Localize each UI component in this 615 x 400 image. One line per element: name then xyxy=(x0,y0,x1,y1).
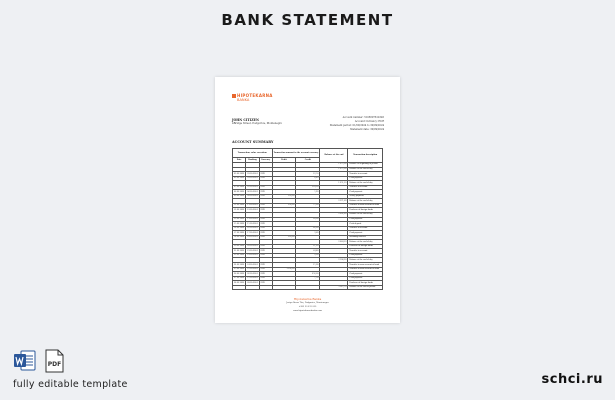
table-cell: EUR xyxy=(259,253,272,258)
table-cell: Transfer to own account at bank xyxy=(348,263,383,268)
table-cell: 24.09.2024 xyxy=(234,263,245,266)
pdf-file-icon xyxy=(45,349,64,373)
table-cell: 21.09.2024 xyxy=(247,249,258,252)
statement-document xyxy=(215,77,400,323)
table-cell: 13.09.2024 xyxy=(247,218,258,221)
table-cell: Transfer to own account at bank xyxy=(348,267,383,272)
table-cell: 18.09.2024 xyxy=(234,236,245,239)
table-cell: 17.09.2024 xyxy=(234,231,245,234)
statement-period: Statement period: 01/09/2024 to 30/09/2024 xyxy=(329,124,384,127)
table-cell: 1 472,00 xyxy=(320,163,348,168)
account-number: Account number: 5105897812345 xyxy=(342,116,384,119)
table-cell: EUR xyxy=(259,263,272,268)
table-cell: 15.09.2024 xyxy=(247,222,258,225)
table-cell: 03.09.2024 xyxy=(234,172,245,175)
table-cell: Salary payment xyxy=(348,194,383,199)
table-cell: 1 451,10 xyxy=(320,181,348,186)
table-cell: 1 100,00 xyxy=(272,267,296,272)
table-cell: 11.09.2024 xyxy=(247,204,258,207)
table-cell: Card payment xyxy=(348,253,383,258)
table-cell: 21.09.2024 xyxy=(234,249,245,252)
header-debit: Debit xyxy=(272,158,296,163)
table-cell: Purchase of foreign funds xyxy=(348,208,383,213)
table-cell: 40,00 xyxy=(296,226,320,231)
table-cell: 120,00 xyxy=(272,235,296,240)
table-cell xyxy=(233,285,246,290)
footer-phone: +382 20 433 000 xyxy=(298,306,317,308)
table-cell: Balance at the end of period xyxy=(348,285,383,290)
table-cell: Transfer to account xyxy=(348,249,383,254)
table-cell: Purchase of foreign funds xyxy=(348,244,383,249)
table-cell: 8,40 xyxy=(296,176,320,181)
table-cell: 16.09.2024 xyxy=(234,227,245,230)
table-cell: EUR xyxy=(259,194,272,199)
table-cell: 5,20 xyxy=(296,190,320,195)
table-cell: 27.09.2024 xyxy=(247,277,258,280)
table-cell: EUR xyxy=(259,249,272,254)
table-cell: 2 484,10 xyxy=(320,240,348,245)
footer-address: Josipa Broza Tita, Podgorica, Montenegro xyxy=(286,302,329,304)
table-cell: EUR xyxy=(259,208,272,213)
header-balance: Balance at the end xyxy=(320,149,348,163)
account-info xyxy=(330,116,384,132)
table-cell: EUR xyxy=(259,203,272,208)
table-cell: Card payment xyxy=(348,217,383,222)
table-cell: 18,90 xyxy=(296,217,320,222)
table-cell: 17.09.2024 xyxy=(247,231,258,234)
account-currency: Account Currency: EUR xyxy=(354,120,384,123)
table-cell: Balance at the end of day xyxy=(348,181,383,186)
table-cell: 230,00 xyxy=(272,203,296,208)
table-cell: Balance at the end of day xyxy=(348,213,383,218)
table-cell: EUR xyxy=(259,185,272,190)
table-cell xyxy=(272,285,296,290)
table-cell: 20.09.2024 xyxy=(247,245,258,248)
table-cell: 3 025,70 xyxy=(320,285,348,290)
table-cell: 2 398,20 xyxy=(320,258,348,263)
table-cell: 25.09.2024 xyxy=(247,268,258,271)
account-holder-name: JOHN CITIZEN xyxy=(232,118,259,122)
table-cell: 28.09.2024 xyxy=(247,281,258,284)
table-cell: 11.09.2024 xyxy=(234,204,245,207)
table-cell: 9,90 xyxy=(296,253,320,258)
logo-line1: HIPOTEKARNA xyxy=(237,93,273,98)
table-cell: 15,00 xyxy=(296,263,320,268)
table-cell: Transfer to account xyxy=(348,185,383,190)
table-cell: 05.09.2024 xyxy=(247,186,258,189)
header-transaction-value: Transaction, value execution xyxy=(233,149,273,158)
table-cell: 12.09.2024 xyxy=(247,208,258,211)
table-cell: 03.09.2024 xyxy=(234,177,245,180)
table-cell: 24.09.2024 xyxy=(247,263,258,266)
table-cell: Card payment xyxy=(348,190,383,195)
table-cell: Transfer to own account at bank xyxy=(348,203,383,208)
table-cell: EUR xyxy=(259,244,272,249)
table-cell: Card payment xyxy=(348,276,383,281)
table-cell: EUR xyxy=(259,176,272,181)
statement-date: Statement date: 30/09/2024 xyxy=(349,128,384,131)
table-row xyxy=(233,285,383,290)
table-cell: Card payment xyxy=(348,231,383,236)
table-cell: 2 426,60 xyxy=(320,213,348,218)
header-booking: Booking xyxy=(246,158,259,163)
header-description: Transaction description xyxy=(348,149,383,163)
table-cell: EUR xyxy=(259,281,272,286)
table-cell: 06.09.2024 xyxy=(247,190,258,193)
table-cell: EUR xyxy=(259,267,272,272)
table-cell: 12,50 xyxy=(296,172,320,177)
header-credit: Credit xyxy=(296,158,320,163)
table-cell: EUR xyxy=(259,235,272,240)
word-file-icon xyxy=(13,349,36,372)
table-cell: 16.09.2024 xyxy=(247,227,258,230)
table-cell: Balance at the end of day xyxy=(348,240,383,245)
table-cell: 25.09.2024 xyxy=(234,268,245,271)
table-cell: Balance at beginning of period xyxy=(348,163,383,168)
table-cell: 09.09.2024 xyxy=(247,195,258,198)
table-cell: EUR xyxy=(259,190,272,195)
table-cell: Transfer to account xyxy=(348,226,383,231)
table-cell xyxy=(246,285,259,290)
footer-web: www.hipotekarnabanka.com xyxy=(293,310,322,312)
table-cell: Card payment xyxy=(348,272,383,277)
table-cell: 3,60 xyxy=(296,231,320,236)
table-cell: 03.09.2024 xyxy=(247,172,258,175)
table-cell: 75,00 xyxy=(296,203,320,208)
table-cell: 64,80 xyxy=(296,249,320,254)
table-cell: 18.09.2024 xyxy=(247,236,258,239)
table-cell: Transfer to account xyxy=(348,172,383,177)
table-cell: 23.09.2024 xyxy=(247,254,258,257)
table-cell: Card payment xyxy=(348,176,383,181)
logo-line2: BANKA xyxy=(237,98,250,102)
table-cell: 124,30 xyxy=(296,185,320,190)
table-cell: 27.09.2024 xyxy=(234,277,245,280)
table-cell: EUR xyxy=(259,226,272,231)
table-cell: Balance at the end of day xyxy=(348,167,383,172)
table-cell: EUR xyxy=(259,276,272,281)
table-cell: 12.09.2024 xyxy=(234,208,245,211)
table-cell: 23.09.2024 xyxy=(234,254,245,257)
summary-title: ACCOUNT SUMMARY xyxy=(232,140,274,144)
transactions-table xyxy=(232,148,383,290)
table-cell: EUR xyxy=(259,172,272,177)
header-date: Date xyxy=(233,158,246,163)
bank-logo xyxy=(232,93,273,102)
table-cell: Purchase of foreign funds xyxy=(348,281,383,286)
table-cell: EUR xyxy=(259,272,272,277)
table-cell: 09.09.2024 xyxy=(234,195,245,198)
pdf-label: PDF xyxy=(47,361,62,368)
table-cell: 15.09.2024 xyxy=(234,222,245,225)
table-cell: 13.09.2024 xyxy=(234,218,245,221)
site-brand: schci.ru xyxy=(541,372,603,387)
table-cell: 05.09.2024 xyxy=(234,186,245,189)
table-cell: EUR xyxy=(259,222,272,227)
table-cell: Cash deposit xyxy=(348,222,383,227)
table-cell: Incoming transfer xyxy=(348,235,383,240)
header-amount: Transaction amount in the account currency xyxy=(272,149,320,158)
table-cell: 1 472,00 xyxy=(320,167,348,172)
page-title: BANK STATEMENT xyxy=(221,11,394,29)
table-cell: Balance at the end of day xyxy=(348,199,383,204)
table-cell: 11,20 xyxy=(296,244,320,249)
table-cell: 20.09.2024 xyxy=(234,245,245,248)
table-cell: 28.09.2024 xyxy=(234,281,245,284)
table-cell: EUR xyxy=(259,231,272,236)
table-cell: EUR xyxy=(259,217,272,222)
table-cell: 950,00 xyxy=(272,194,296,199)
footer-bank-name: Hipotekarna Banka xyxy=(293,297,322,301)
table-cell xyxy=(259,285,272,290)
transactions-body xyxy=(233,163,383,290)
header-currency: Currency xyxy=(260,158,271,161)
template-tagline: fully editable template xyxy=(13,379,128,390)
table-cell: 26.09.2024 xyxy=(234,272,245,275)
table-cell: 26.09.2024 xyxy=(247,272,258,275)
account-holder-address: 4Bridge Street, Podgorica, Montenegro xyxy=(232,122,283,125)
table-cell: 03.09.2024 xyxy=(247,177,258,180)
table-cell: 7,50 xyxy=(296,276,320,281)
logo-mark-icon xyxy=(232,94,236,98)
table-cell: 2 271,60 xyxy=(320,199,348,204)
table-cell xyxy=(296,285,320,290)
table-cell: 06.09.2024 xyxy=(234,190,245,193)
table-cell: 450,00 xyxy=(296,272,320,277)
table-cell: Balance at the end of day xyxy=(348,258,383,263)
